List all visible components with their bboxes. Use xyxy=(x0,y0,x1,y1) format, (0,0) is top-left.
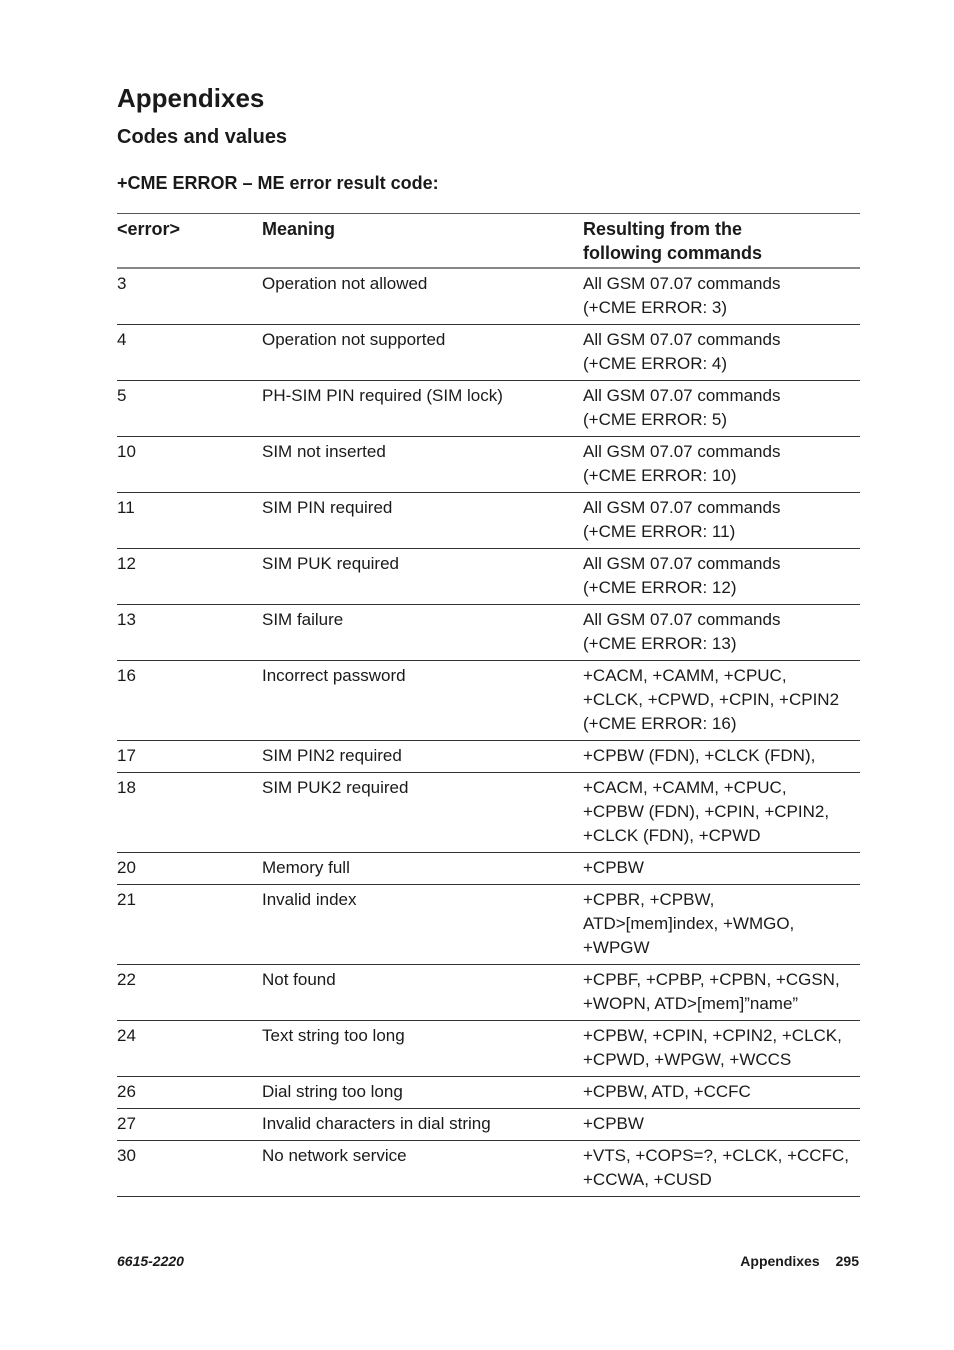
commands-cell: +CPBW, ATD, +CCFC xyxy=(583,1082,751,1101)
column-header-error: <error> xyxy=(117,219,181,239)
error-code-cell: 12 xyxy=(117,554,136,573)
meaning-cell: Operation not allowed xyxy=(262,274,428,293)
meaning-cell: SIM PUK2 required xyxy=(262,778,409,797)
error-code-cell: 27 xyxy=(117,1114,136,1133)
column-header-commands: Resulting from the following commands xyxy=(583,219,763,263)
commands-cell: All GSM 07.07 commands (+CME ERROR: 12) xyxy=(583,554,781,597)
error-code-cell: 16 xyxy=(117,666,136,685)
table-row xyxy=(117,493,860,549)
error-code-cell: 4 xyxy=(117,330,127,349)
table-row xyxy=(117,605,860,661)
error-code-cell: 21 xyxy=(117,890,136,909)
table-row xyxy=(117,885,860,965)
error-code-cell: 24 xyxy=(117,1026,136,1045)
section-title: Codes and values xyxy=(117,126,288,148)
commands-cell: +VTS, +COPS=?, +CLCK, +CCFC, +CCWA, +CUSD xyxy=(583,1146,849,1189)
error-code-cell: 5 xyxy=(117,386,127,405)
table-row xyxy=(117,853,860,885)
commands-cell: +CPBF, +CPBP, +CPBN, +CGSN, +WOPN, ATD>[mem]”name” xyxy=(583,970,840,1013)
meaning-cell: SIM not inserted xyxy=(262,442,386,461)
meaning-cell: Incorrect password xyxy=(262,666,406,685)
table-row xyxy=(117,325,860,381)
commands-cell: All GSM 07.07 commands (+CME ERROR: 11) xyxy=(583,498,781,541)
commands-cell: +CPBR, +CPBW, ATD>[mem]index, +WMGO, +WPGW xyxy=(583,890,795,957)
error-code-cell: 10 xyxy=(117,442,136,461)
meaning-cell: SIM PIN2 required xyxy=(262,746,402,765)
commands-cell: +CPBW (FDN), +CLCK (FDN), xyxy=(583,746,816,765)
table-body xyxy=(117,269,860,1197)
meaning-cell: Invalid index xyxy=(262,890,357,909)
error-code-cell: 18 xyxy=(117,778,136,797)
commands-cell: All GSM 07.07 commands (+CME ERROR: 5) xyxy=(583,386,781,429)
table-header-row xyxy=(117,214,860,269)
table-caption: +CME ERROR – ME error result code: xyxy=(117,173,439,193)
column-header-meaning: Meaning xyxy=(262,219,336,239)
commands-cell: All GSM 07.07 commands (+CME ERROR: 10) xyxy=(583,442,781,485)
table-row xyxy=(117,661,860,741)
table-row xyxy=(117,741,860,773)
table-row xyxy=(117,269,860,325)
commands-cell: +CACM, +CAMM, +CPUC, +CLCK, +CPWD, +CPIN, +CPIN2 (+CME ERROR: 16) xyxy=(583,666,840,733)
error-codes-table xyxy=(117,213,860,1197)
commands-cell: +CPBW xyxy=(583,858,644,877)
meaning-cell: Dial string too long xyxy=(262,1082,403,1101)
meaning-cell: Text string too long xyxy=(262,1026,405,1045)
table-row xyxy=(117,1109,860,1141)
page-number: 295 xyxy=(835,1253,859,1269)
table-row xyxy=(117,549,860,605)
error-code-cell: 26 xyxy=(117,1082,136,1101)
meaning-cell: Invalid characters in dial string xyxy=(262,1114,491,1133)
table-row xyxy=(117,437,860,493)
commands-cell: +CPBW xyxy=(583,1114,644,1133)
meaning-cell: PH-SIM PIN required (SIM lock) xyxy=(262,386,503,405)
commands-cell: All GSM 07.07 commands (+CME ERROR: 13) xyxy=(583,610,781,653)
page-title: Appendixes xyxy=(117,83,265,113)
meaning-cell: No network service xyxy=(262,1146,407,1165)
table-row xyxy=(117,773,860,853)
error-code-cell: 13 xyxy=(117,610,136,629)
meaning-cell: Memory full xyxy=(262,858,350,877)
footer-section-name: Appendixes xyxy=(740,1253,820,1269)
meaning-cell: SIM failure xyxy=(262,610,344,629)
error-code-cell: 17 xyxy=(117,746,136,765)
commands-cell: +CACM, +CAMM, +CPUC, +CPBW (FDN), +CPIN, +CPIN2, +CLCK (FDN), +CPWD xyxy=(583,778,830,845)
error-code-cell: 11 xyxy=(117,498,135,517)
table-row xyxy=(117,1077,860,1109)
error-code-cell: 22 xyxy=(117,970,136,989)
error-code-cell: 20 xyxy=(117,858,136,877)
meaning-cell: Not found xyxy=(262,970,336,989)
meaning-cell: SIM PUK required xyxy=(262,554,399,573)
meaning-cell: Operation not supported xyxy=(262,330,446,349)
footer-doc-number: 6615-2220 xyxy=(117,1253,184,1269)
meaning-cell: SIM PIN required xyxy=(262,498,393,517)
error-code-cell: 30 xyxy=(117,1146,136,1165)
table-row xyxy=(117,965,860,1021)
table-row xyxy=(117,1021,860,1077)
error-code-cell: 3 xyxy=(117,274,127,293)
commands-cell: +CPBW, +CPIN, +CPIN2, +CLCK, +CPWD, +WPGW, +WCCS xyxy=(583,1026,842,1069)
table-row xyxy=(117,381,860,437)
table-row xyxy=(117,1141,860,1197)
footer-page-info xyxy=(740,1251,859,1271)
commands-cell: All GSM 07.07 commands (+CME ERROR: 4) xyxy=(583,330,781,373)
commands-cell: All GSM 07.07 commands (+CME ERROR: 3) xyxy=(583,274,781,317)
